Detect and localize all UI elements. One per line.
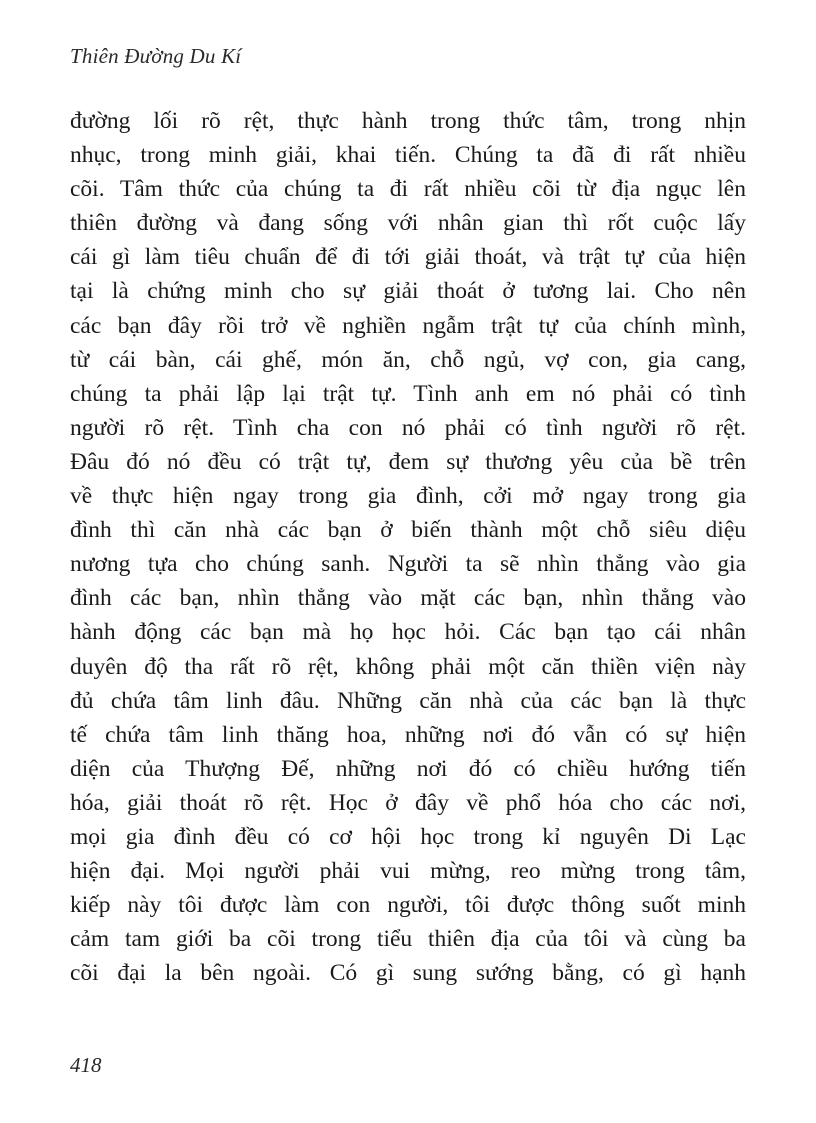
text-line: người rõ rệt. Tình cha con nó phải có tình người rõ rệt. (70, 414, 746, 441)
text-line: đình các bạn, nhìn thẳng vào mặt các bạn, nhìn thẳng vào (70, 585, 746, 612)
text-line: đủ chứa tâm linh đâu. Những căn nhà của các bạn là thực (70, 687, 746, 714)
text-line: đình thì căn nhà các bạn ở biến thành một chỗ siêu diệu (70, 517, 746, 544)
running-header-title: Thiên Đường Du Kí (70, 44, 242, 68)
text-line: tế chứa tâm linh thăng hoa, những nơi đó vẫn có sự hiện (70, 721, 746, 748)
text-line: cõi. Tâm thức của chúng ta đi rất nhiều cõi từ địa ngục lên (70, 176, 746, 203)
text-line: hành động các bạn mà họ học hỏi. Các bạn tạo cái nhân (70, 619, 746, 646)
text-line: chúng ta phải lập lại trật tự. Tình anh em nó phải có tình (70, 380, 746, 407)
text-line: kiếp này tôi được làm con người, tôi được thông suốt minh (70, 892, 746, 919)
text-line: diện của Thượng Đế, những nơi đó có chiều hướng tiến (70, 755, 746, 782)
text-line: mọi gia đình đều có cơ hội học trong kỉ nguyên Di Lạc (70, 823, 746, 850)
text-line: cõi đại la bên ngoài. Có gì sung sướng bằng, có gì hạnh (70, 960, 746, 987)
text-line: cái gì làm tiêu chuẩn để đi tới giải thoát, và trật tự của hiện (70, 244, 746, 271)
text-line: đường lối rõ rệt, thực hành trong thức tâm, trong nhịn (70, 108, 746, 134)
text-line: nhục, trong minh giải, khai tiến. Chúng ta đã đi rất nhiều (70, 142, 746, 169)
text-line: từ cái bàn, cái ghế, món ăn, chỗ ngủ, vợ con, gia cang, (70, 346, 746, 373)
text-line: nương tựa cho chúng sanh. Người ta sẽ nhìn thẳng vào gia (70, 551, 746, 578)
text-line: thiên đường và đang sống với nhân gian thì rốt cuộc lấy (70, 210, 746, 237)
text-line: duyên độ tha rất rõ rệt, không phải một căn thiền viện này (70, 653, 746, 680)
text-line: về thực hiện ngay trong gia đình, cởi mở ngay trong gia (70, 483, 746, 510)
text-line: Đâu đó nó đều có trật tự, đem sự thương yêu của bề trên (70, 448, 746, 475)
text-line: hiện đại. Mọi người phải vui mừng, reo mừng trong tâm, (70, 858, 746, 885)
text-line: hóa, giải thoát rõ rệt. Học ở đây về phổ hóa cho các nơi, (70, 789, 746, 816)
page-number: 418 (70, 1053, 102, 1077)
text-line: các bạn đây rồi trở về nghiền ngẫm trật tự của chính mình, (70, 312, 746, 339)
text-line: cảm tam giới ba cõi trong tiểu thiên địa của tôi và cùng ba (70, 926, 746, 953)
text-line: tại là chứng minh cho sự giải thoát ở tương lai. Cho nên (70, 278, 746, 305)
body-paragraph (70, 104, 746, 990)
